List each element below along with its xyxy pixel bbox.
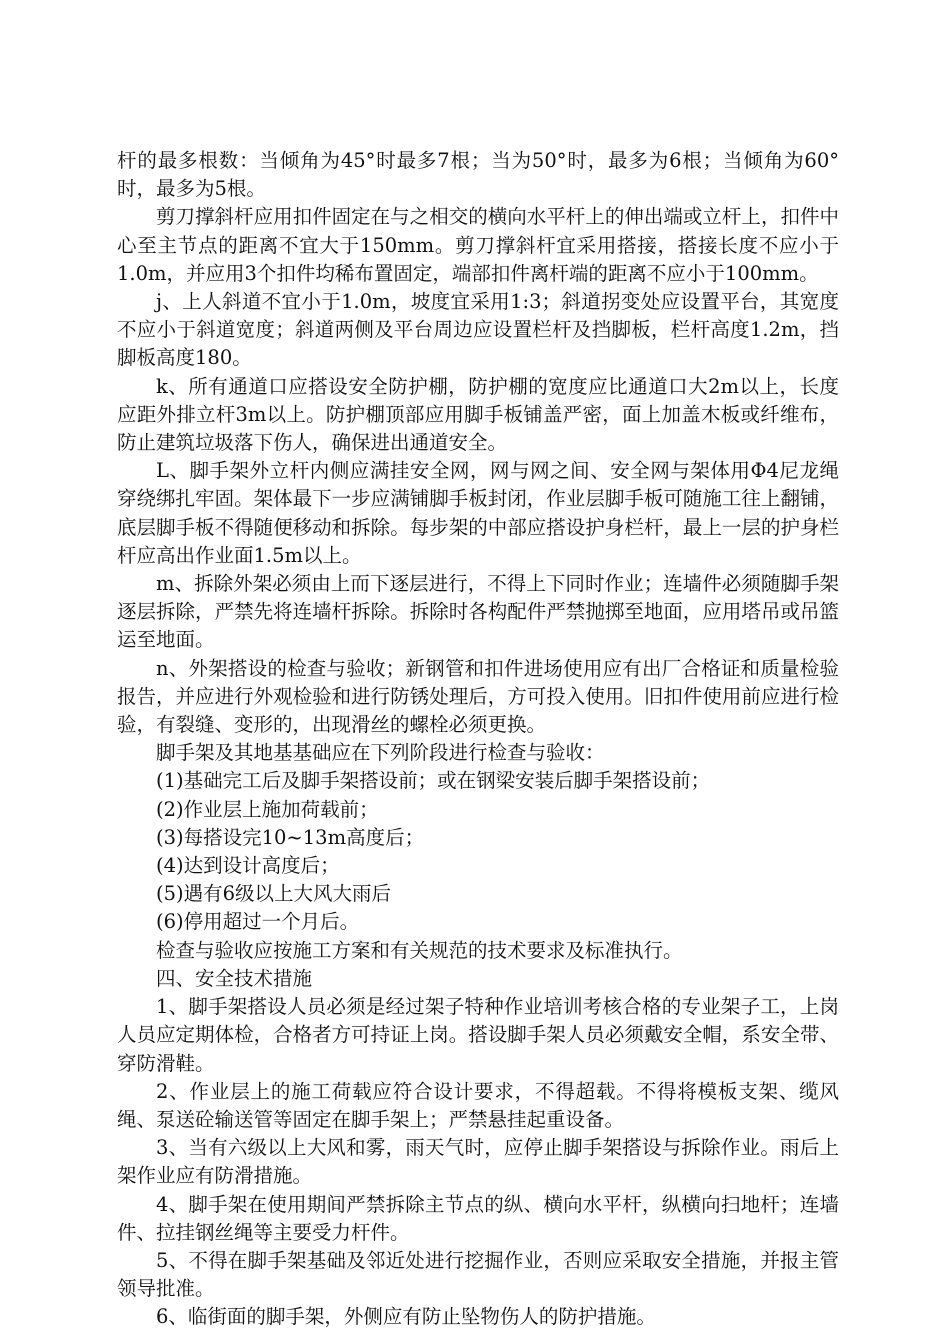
paragraph-safety-1: 1、脚手架搭设人员必须是经过架子特种作业培训考核合格的专业架子工，上岗人员应定期体检，合格者方可持证上岗。搭设脚手架人员必须戴安全帽，系安全带、穿防滑鞋。 <box>117 995 839 1075</box>
paragraph-safety-5: 5、不得在脚手架基础及邻近处进行挖掘作业，否则应采取安全措施，并报主管领导批准。 <box>117 1248 839 1301</box>
paragraph-item-m: m、拆除外架必须由上而下逐层进行，不得上下同时作业；连墙件必须随脚手架逐层拆除，严禁先将连墙杆拆除。拆除时各构配件严禁抛掷至地面，应用塔吊或吊篮运至地面。 <box>117 572 839 652</box>
list-item-stage-6: (6)停用超过一个月后。 <box>156 910 360 934</box>
paragraph-continuation: 杆的最多根数：当倾角为45°时最多7根；当为50°时，最多为6根；当倾角为60°时，最多为5根。 <box>117 149 839 201</box>
paragraph-safety-2: 2、作业层上的施工荷载应符合设计要求，不得超载。不得将模板支架、缆风绳、泵送砼输送管等固定在脚手架上；严禁悬挂起重设备。 <box>117 1079 839 1131</box>
document-body <box>117 147 839 1332</box>
list-item-stage-2: (2)作业层上施加荷载前； <box>156 797 379 821</box>
paragraph-safety-3: 3、当有六级以上大风和雾，雨天气时，应停止脚手架搭设与拆除作业。雨后上架作业应有防滑措施。 <box>117 1136 839 1188</box>
list-item-stage-5: (5)遇有6级以上大风大雨后 <box>156 882 392 906</box>
list-item-stage-3: (3)每搭设完10~13m高度后； <box>156 825 425 849</box>
paragraph-safety-4: 4、脚手架在使用期间严禁拆除主节点的纵、横向水平杆，纵横向扫地杆；连墙件、拉挂钢丝绳等主要受力杆件。 <box>117 1192 839 1244</box>
list-item-stage-1: (1)基础完工后及脚手架搭设前；或在钢梁安装后脚手架搭设前； <box>156 769 711 793</box>
paragraph-safety-6: 6、临街面的脚手架，外侧应有防止坠物伤人的防护措施。 <box>156 1305 656 1329</box>
paragraph-item-l: L、脚手架外立杆内侧应满挂安全网，网与网之间、安全网与架体用Φ4尼龙绳穿绕绑扎牢固。架体最下一步应满铺脚手板封闭，作业层脚手板可随施工往上翻铺，底层脚手板不得随便移动和拆除。每步架的中部应搭设护身栏杆，最上一层的护身栏杆应高出作业面1.5m以上。 <box>117 459 839 567</box>
paragraph-item-j: j、上人斜道不宜小于1.0m，坡度宜采用1:3；斜道拐变处应设置平台，其宽度不应小于斜道宽度；斜道两侧及平台周边应设置栏杆及挡脚板，栏杆高度1.2m，挡脚板高度180。 <box>117 290 839 370</box>
paragraph-inspection-standard: 检查与验收应按施工方案和有关规范的技术要求及标准执行。 <box>156 938 683 962</box>
section-heading-safety: 四、安全技术措施 <box>156 966 313 990</box>
paragraph-item-k: k、所有通道口应搭设安全防护棚，防护棚的宽度应比通道口大2m以上，长度应距外排立杆3m以上。防护棚顶部应用脚手板铺盖严密，面上加盖木板或纤维布，防止建筑垃圾落下伤人，确保进出通道安全。 <box>117 374 839 455</box>
paragraph-inspection-intro: 脚手架及其地基基础应在下列阶段进行检查与验收： <box>156 741 605 765</box>
paragraph-scissor-brace: 剪刀撑斜杆应用扣件固定在与之相交的横向水平杆上的伸出端或立杆上，扣件中心至主节点的距离不宜大于150mm。剪刀撑斜杆宜采用搭接，搭接长度不应小于1.0m，并应用3个扣件均稀布置固定，端部扣件离杆端的距离不应小于100mm。 <box>117 205 839 285</box>
paragraph-item-n: n、外架搭设的检查与验收；新钢管和扣件进场使用应有出厂合格证和质量检验报告，并应进行外观检验和进行防锈处理后，方可投入使用。旧扣件使用前应进行检验，有裂缝、变形的，出现滑丝的螺栓必须更换。 <box>117 656 839 737</box>
list-item-stage-4: (4)达到设计高度后； <box>156 854 340 878</box>
